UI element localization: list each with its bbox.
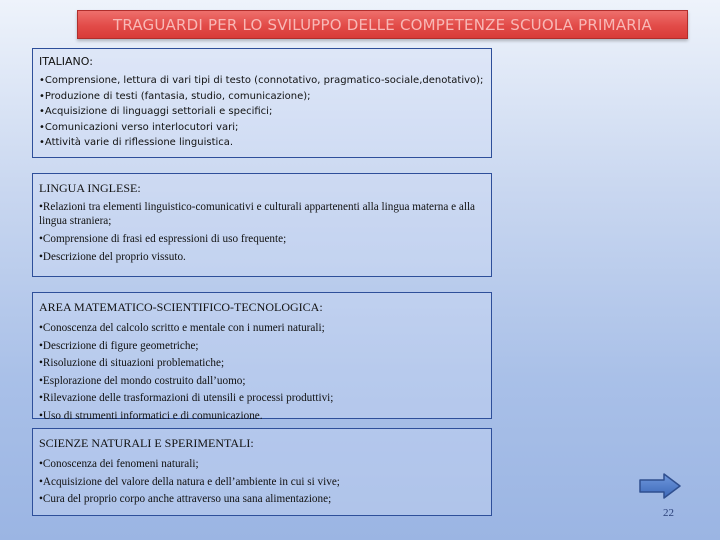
- list-item: •Conoscenza dei fenomeni naturali;: [39, 458, 199, 470]
- section-heading: SCIENZE NATURALI E SPERIMENTALI:: [39, 436, 254, 450]
- section-heading: LINGUA INGLESE:: [39, 181, 141, 195]
- list-item: •Conoscenza del calcolo scritto e mentale con i numeri naturali;: [39, 322, 325, 334]
- list-item: •Descrizione del proprio vissuto.: [39, 250, 186, 263]
- list-item: •Comprensione di frasi ed espressioni di uso frequente;: [39, 233, 287, 245]
- page-number: 22: [663, 507, 674, 519]
- section-scienze: [32, 428, 492, 516]
- section-heading: AREA MATEMATICO-SCIENTIFICO-TECNOLOGICA:: [39, 300, 323, 314]
- section-lingua-inglese: [32, 173, 492, 277]
- list-item: •Relazioni tra elementi linguistico-comunicativi e culturali appartenenti alla lingua materna e alla lingua straniera;: [39, 201, 476, 227]
- list-item: •Uso di strumenti informatici e di comunicazione.: [39, 409, 263, 422]
- section-italiano: [32, 48, 492, 158]
- arrow-right-icon: [638, 472, 682, 500]
- list-item: •Esplorazione del mondo costruito dall’uomo;: [39, 374, 246, 387]
- title-banner: [77, 10, 688, 39]
- list-item: •Comunicazioni verso interlocutori vari;: [39, 121, 239, 133]
- list-item: •Descrizione di figure geometriche;: [39, 339, 199, 352]
- section-heading: ITALIANO:: [39, 55, 93, 68]
- list-item: •Acquisizione del valore della natura e dell’ambiente in cui si vive;: [39, 475, 340, 488]
- next-slide-button[interactable]: [638, 472, 682, 500]
- list-item: •Produzione di testi (fantasia, studio, comunicazione);: [39, 90, 311, 102]
- slide-title: TRAGUARDI PER LO SVILUPPO DELLE COMPETENZE SCUOLA PRIMARIA: [112, 15, 652, 34]
- list-item: •Attività varie di riflessione linguistica.: [39, 137, 234, 148]
- list-item: •Comprensione, lettura di vari tipi di testo (connotativo, pragmatico-sociale,denotativo);: [39, 75, 484, 86]
- list-item: •Cura del proprio corpo anche attraverso una sana alimentazione;: [39, 493, 332, 505]
- list-item: •Rilevazione delle trasformazioni di utensili e processi produttivi;: [39, 392, 334, 404]
- list-item: •Acquisizione di linguaggi settoriali e specifici;: [39, 106, 273, 117]
- list-item: •Risoluzione di situazioni problematiche;: [39, 357, 225, 369]
- section-area-matematica: [32, 292, 492, 422]
